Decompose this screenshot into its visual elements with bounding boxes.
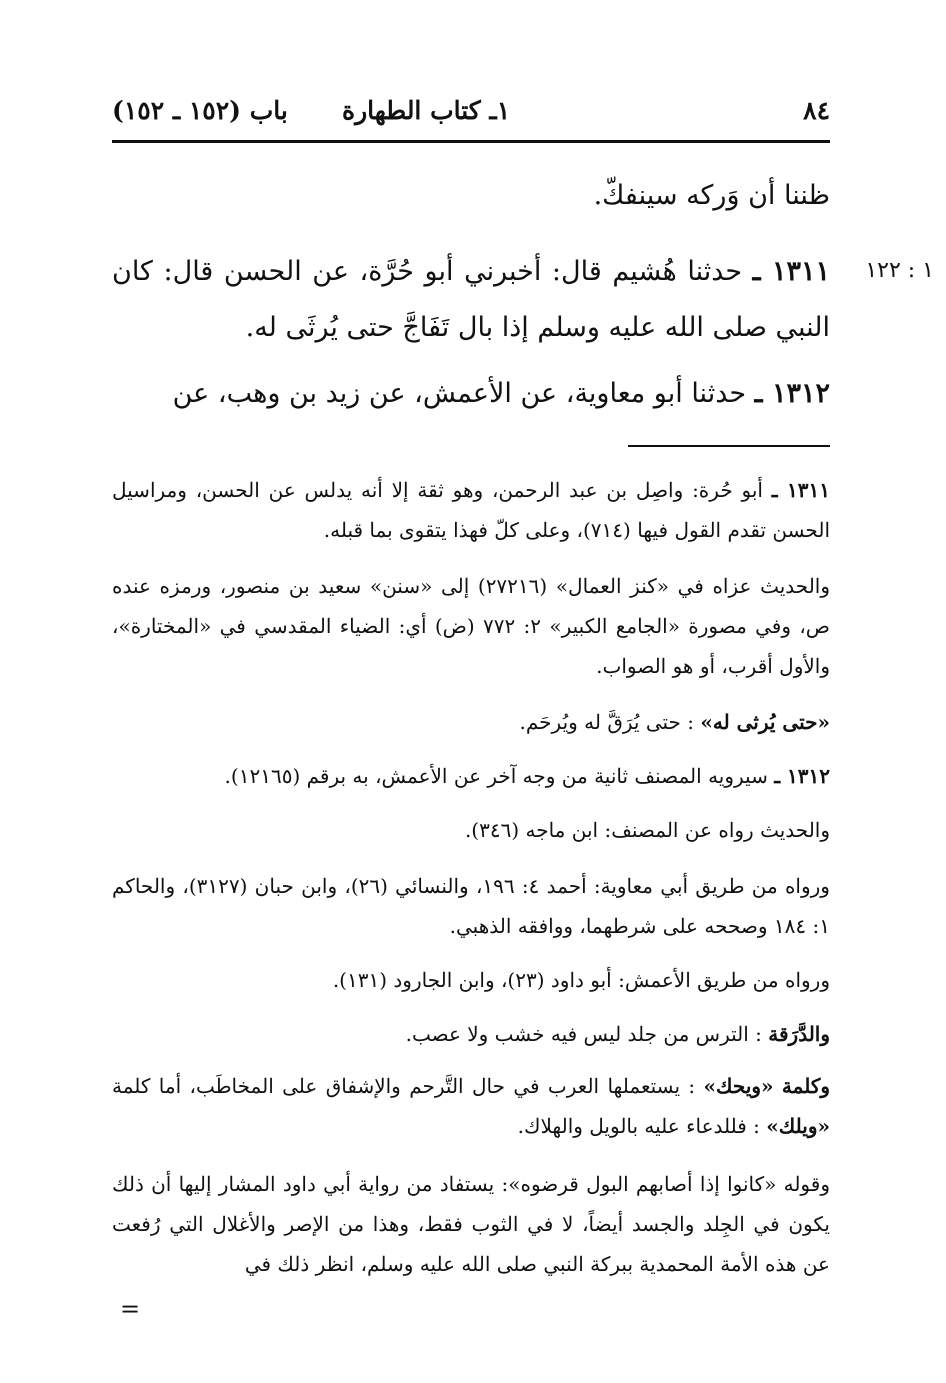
footnote-paragraph: ورواه من طريق الأعمش: أبو داود (٢٣)، وابن الجارود (١٣١).: [332, 968, 830, 992]
continuation-text: ظننا أن وَركه سينفكّ.: [593, 180, 830, 211]
page-header: [112, 86, 830, 130]
footnote-paragraph: والحديث رواه عن المصنف: ابن ماجه (٣٤٦).: [464, 818, 830, 842]
glossed-term: «ويلك»: [766, 1114, 830, 1138]
footnote-separator: [628, 445, 830, 447]
bold-text: وكلمة: [781, 1074, 831, 1098]
hadith-text: حدثنا هُشيم قال: أخبرني أبو حُرَّة، عن الحسن قال: كان النبي صلى الله عليه وسلم إذا بال تَفَاجَّ حتى يُرثَى له.: [112, 256, 830, 343]
hadith-1312: [112, 366, 830, 422]
header-rule: [112, 140, 830, 143]
page-number: ٨٤: [803, 96, 830, 125]
glossed-term: «ويحك»: [703, 1074, 774, 1098]
footnote-number: ١٣١١ ـ: [771, 478, 831, 502]
footnote-paragraph: والحديث عزاه في «كنز العمال» (٢٧٢١٦) إلى «سنن» سعيد بن منصور، ورمزه عنده ص، وفي مصورة «الجامع الكبير» ٢: ٧٧٢ (ض) أي: الضياء المقدسي في «المختارة»، والأول أقرب، أو هو الصواب.: [112, 574, 830, 678]
gloss-text: : فللدعاء عليه بالويل والهلاك.: [517, 1114, 760, 1138]
hadith-number: ١٣١١ ـ: [752, 256, 830, 287]
footnote-paragraph: [112, 702, 830, 742]
gloss-text: : حتى يُرَقَّ له ويُرحَم.: [519, 710, 694, 734]
footnote-1312: [112, 756, 830, 796]
footnote-paragraph: ورواه من طريق أبي معاوية: أحمد ٤: ١٩٦، والنسائي (٢٦)، وابن حبان (٣١٢٧)، والحاكم ١: ١٨٤ وصححه على شرطهما، ووافقه الذهبي.: [112, 874, 830, 938]
footnote-number: ١٣١٢ ـ: [774, 764, 830, 788]
continuation-line: [112, 168, 830, 224]
gloss-text: : الترس من جلد ليس فيه خشب ولا عصب.: [405, 1022, 762, 1046]
footnote-text: سيرويه المصنف ثانية من وجه آخر عن الأعمش، به برقم (١٢١٦٥).: [224, 764, 768, 788]
side-reference: ١ : ١٢٢: [865, 258, 934, 283]
footnote-1311: [112, 470, 830, 550]
glossed-term: «حتى يُرثى له»: [700, 710, 830, 734]
footnote-paragraph: [112, 1014, 830, 1054]
chapter-title: باب (١٥٢ ـ ١٥٢): [112, 96, 288, 125]
footnote-text: أبو حُرة: واصِل بن عبد الرحمن، وهو ثقة إلا أنه يدلس عن الحسن، ومراسيل الحسن تقدم القول فيها (٧١٤)، وعلى كلّ فهذا يتقوى بما قبله.: [112, 478, 830, 542]
footnote-paragraph: وقوله «كانوا إذا أصابهم البول قرضوه»: يستفاد من رواية أبي داود المشار إليها أن ذلك يكون في الجِلد والجسد أيضاً، لا في الثوب فقط، وهذا من الإصر والأغلال التي رُفعت عن هذه الأمة المحمدية ببركة النبي صلى الله عليه وسلم، انظر ذلك في: [112, 1172, 830, 1276]
footnote-paragraph: [112, 1066, 830, 1146]
hadith-text: حدثنا أبو معاوية، عن الأعمش، عن زيد بن وهب، عن: [172, 378, 747, 409]
book-title: ١ـ كتاب الطهارة: [342, 96, 511, 125]
continues-marker: =: [120, 1295, 141, 1323]
hadith-number: ١٣١٢ ـ: [754, 378, 830, 409]
gloss-text: : يستعملها العرب في حال التَّرحم والإشفاق على المخاطَب، أما كلمة: [112, 1074, 696, 1098]
glossed-term: والدَّرَقة: [768, 1022, 830, 1046]
hadith-1311: [112, 244, 830, 356]
